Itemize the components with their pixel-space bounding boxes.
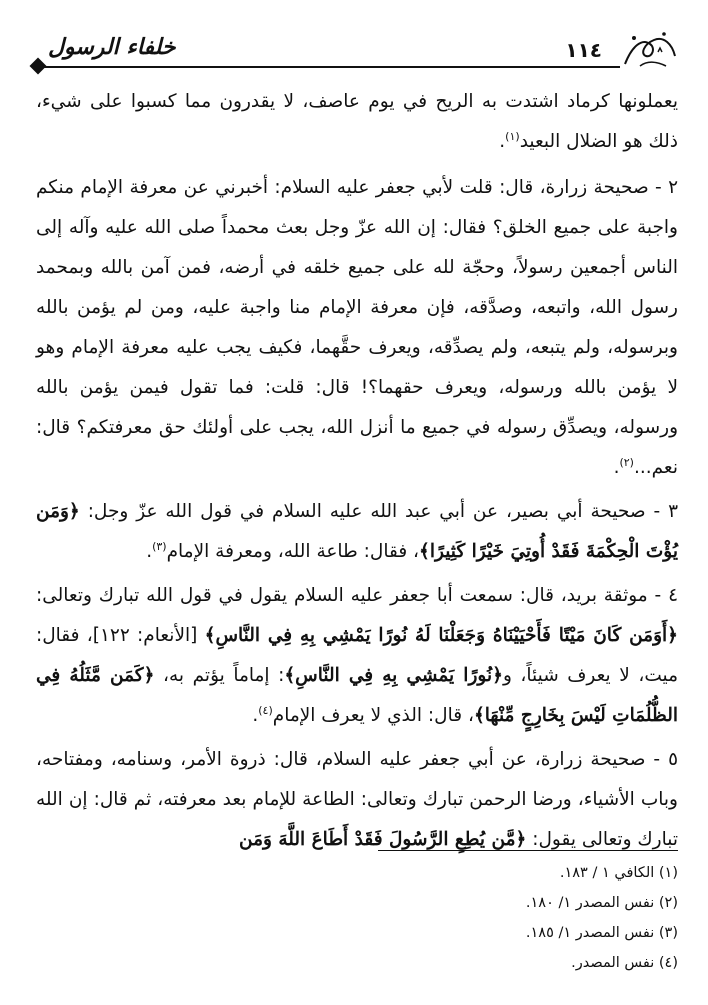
paragraph-tail: .	[499, 131, 506, 152]
quran-verse: ﴿مَّن يُطِعِ الرَّسُولَ فَقَدْ أَطَاعَ اللَّهَ وَمَن	[239, 829, 527, 850]
paragraph-text: ٣ - صحيحة أبي بصير، عن أبي عبد الله عليه السلام في قول الله عزّ وجل:	[87, 501, 678, 522]
paragraph-text: [الأنعام: ١٢٢]، فقال: ميت، لا يعرف شيئاً، و	[36, 625, 678, 686]
paragraph-text: ، فقال: طاعة الله، ومعرفة الإمام	[166, 541, 420, 562]
running-title: خلفاء الرسول	[48, 34, 176, 60]
paragraph-text: : إماماً يؤتم به،	[163, 665, 285, 686]
footnote-ref: (٣)	[152, 539, 167, 553]
paragraph-text: ٢ - صحيحة زرارة، قال: قلت لأبي جعفر عليه السلام: أخبرني عن معرفة الإمام منكم واجبة على جميع الخلق؟ فقال: إن الله عزّ وجل بعث محمداً صلى الله عليه وآله إلى الناس أجمعين رسولاً، وحجّة لله على جميع خلقه في أرضه، فمن آمن بالله وبمحمد رسول الله، واتبعه، وصدَّقه، فإن معرفة الإمام منا واجبة عليه، ومن لم يؤمن بالله وبرسوله، ولم يتبعه، ولم يصدِّقه، ويعرف حقَّهما، فكيف يجب عليه معرفة الإمام وهو لا يؤمن بالله ورسوله، ويعرف حقهما؟! قال: قلت: فما تقول فيمن يؤمن بالله ورسوله، ويصدِّق رسوله في جميع ما أنزل الله، يجب على أولئك حق معرفتكم؟ قال: نعم...	[36, 177, 678, 478]
footnote-divider	[378, 850, 678, 851]
quran-verse: ﴿وَمَن يُؤْتَ الْحِكْمَةَ فَقَدْ أُوتِيَ خَيْرًا كَثِيرًا﴾	[36, 501, 678, 562]
footnote-ref: (٤)	[258, 703, 273, 717]
paragraph	[36, 492, 678, 572]
footnote: (٣) نفس المصدر ١/ ١٨٥.	[525, 925, 678, 941]
paragraph-text: ٥ - صحيحة زرارة، عن أبي جعفر عليه السلام، قال: ذروة الأمر، وسنامه، ومفتاحه، وباب الأشياء، ورضا الرحمن تبارك وتعالى: الطاعة للإمام بعد معرفته، ثم قال: إن الله تبارك وتعالى يقول:	[36, 749, 678, 850]
paragraph-text: ، قال: الذي لا يعرف الإمام	[272, 705, 474, 726]
footnote-ref: (١)	[505, 129, 520, 143]
page-number: ١١٤	[565, 38, 602, 62]
paragraph	[36, 82, 678, 162]
footnotes	[38, 858, 678, 978]
paragraph	[36, 740, 678, 860]
footnote: (٢) نفس المصدر ١/ ١٨٠.	[525, 895, 678, 911]
footnote: (١) الكافي ١ / ١٨٣.	[559, 865, 678, 881]
page-header	[30, 26, 680, 76]
paragraph-text: ٤ - موثقة بريد، قال: سمعت أبا جعفر عليه السلام يقول في قول الله تبارك وتعالى:	[36, 585, 678, 606]
paragraph-tail: .	[146, 541, 153, 562]
diamond-ornament-icon	[30, 58, 47, 75]
paragraph-tail: .	[613, 457, 620, 478]
quran-verse: ﴿كَمَن مَّثَلُهُ فِي الظُّلُمَاتِ لَيْسَ بِخَارِجٍ مِّنْهَا﴾	[36, 665, 678, 726]
paragraph-tail: .	[252, 705, 259, 726]
header-rule	[40, 66, 620, 68]
paragraph	[36, 168, 678, 488]
paragraph-text: يعملونها كرماد اشتدت به الريح في يوم عاصف، لا يقدرون مما كسبوا على شيء، ذلك هو الضلال البعيد	[36, 91, 678, 152]
paragraph	[36, 576, 678, 736]
footnote-ref: (٢)	[619, 455, 634, 469]
quran-verse: ﴿أَوَمَن كَانَ مَيْتًا فَأَحْيَيْنَاهُ وَجَعَلْنَا لَهُ نُورًا يَمْشِي بِهِ فِي النَّاسِ﴾	[204, 625, 678, 646]
main-text	[36, 82, 678, 864]
footnote: (٤) نفس المصدر.	[571, 955, 678, 971]
calligraphy-ornament-icon	[620, 26, 680, 72]
quran-verse: ﴿نُورًا يَمْشِي بِهِ فِي النَّاسِ﴾	[284, 665, 503, 686]
